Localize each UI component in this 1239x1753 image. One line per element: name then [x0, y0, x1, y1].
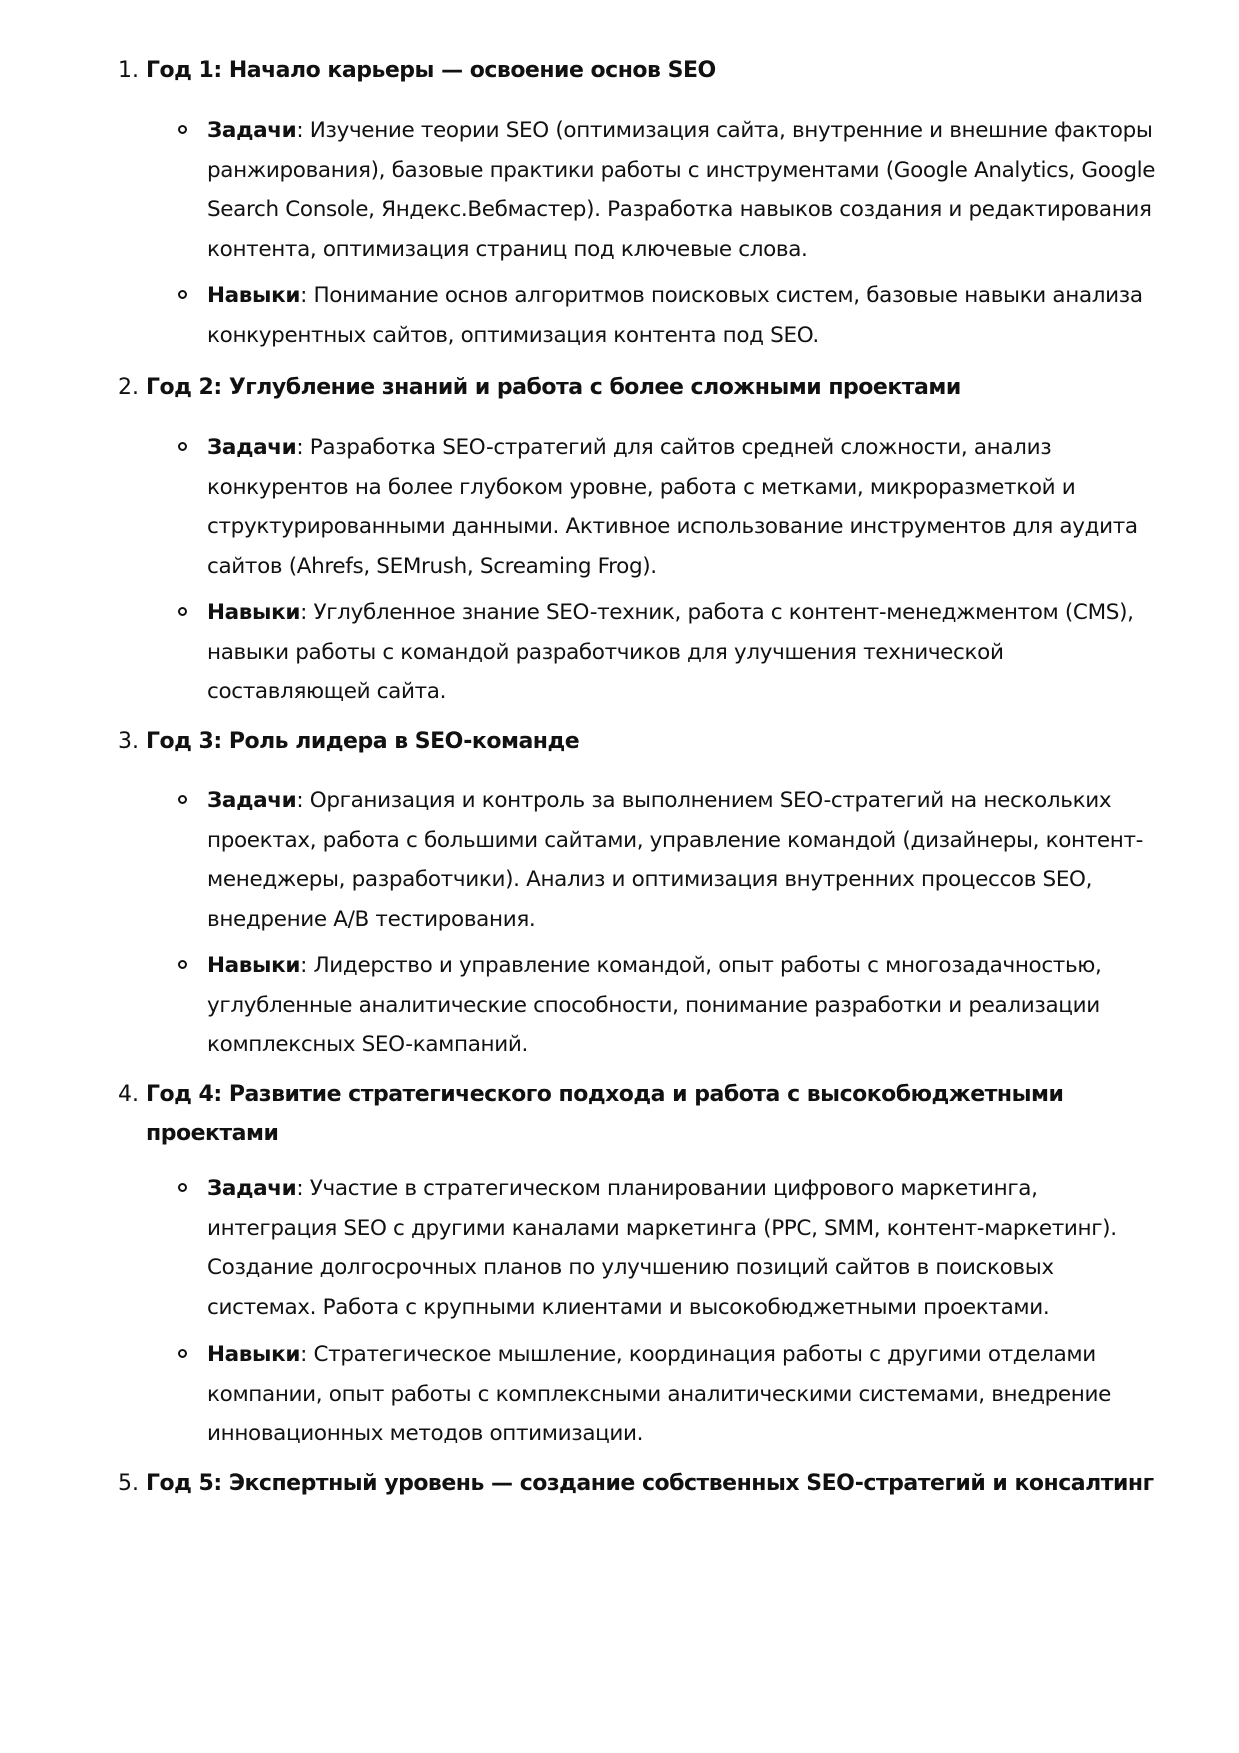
- tasks-text: : Организация и контроль за выполнением SEO-стратегий на нескольких проектах, работа с большими сайтами, управление командой (дизайнеры, контент-менеджеры, разработчики). Анализ и оптимизация внутренних процессов SEO, внедрение A/B тестирования.: [207, 788, 1144, 932]
- list-number: 5.: [118, 1471, 139, 1496]
- circle-bullet-icon: [178, 607, 187, 616]
- skills-label: Навыки: [207, 1342, 301, 1367]
- circle-bullet-icon: [178, 960, 187, 969]
- circle-bullet-icon: [178, 442, 187, 451]
- skills-text: : Понимание основ алгоритмов поисковых систем, базовые навыки анализа конкурентных сайтов, оптимизация контента под SEO.: [207, 283, 1143, 348]
- year-5-heading: [118, 1464, 1158, 1503]
- tasks-label: Задачи: [207, 435, 297, 460]
- year-1-skills-item: [178, 276, 1158, 355]
- list-item-text: [207, 428, 1158, 586]
- year-2-tasks-item: [178, 428, 1158, 586]
- list-item-text: [207, 946, 1158, 1065]
- skills-text: : Стратегическое мышление, координация работы с другими отделами компании, опыт работы с комплексными аналитическими системами, внедрение инновационных методов оптимизации.: [207, 1342, 1112, 1446]
- year-4-heading: [118, 1075, 1158, 1153]
- list-number: 3.: [118, 729, 139, 754]
- circle-bullet-icon: [178, 1349, 187, 1358]
- circle-bullet-icon: [178, 1183, 187, 1192]
- year-title: Год 2: Углубление знаний и работа с более сложными проектами: [146, 375, 961, 400]
- tasks-label: Задачи: [207, 788, 297, 813]
- list-item-text: [207, 276, 1158, 355]
- list-item-text: [207, 1169, 1158, 1327]
- year-2-skills-item: [178, 593, 1158, 712]
- list-item-text: [207, 1335, 1158, 1454]
- year-title: Год 5: Экспертный уровень — создание собственных SEO-стратегий и консалтинг: [146, 1471, 1154, 1496]
- year-1-tasks-item: [178, 111, 1158, 269]
- year-3-skills-item: [178, 946, 1158, 1065]
- list-number: 2.: [118, 375, 139, 400]
- skills-text: : Лидерство и управление командой, опыт работы с многозадачностью, углубленные аналитические способности, понимание разработки и реализации комплексных SEO-кампаний.: [207, 953, 1102, 1057]
- list-number: 1.: [118, 58, 139, 83]
- year-title: Год 3: Роль лидера в SEO-команде: [146, 729, 580, 754]
- skills-label: Навыки: [207, 283, 301, 308]
- list-number: 4.: [118, 1082, 139, 1107]
- year-title: Год 4: Развитие стратегического подхода и работа с высокобюджетными проектами: [146, 1082, 1064, 1146]
- year-1-heading: [118, 51, 1158, 90]
- skills-label: Навыки: [207, 953, 301, 978]
- circle-bullet-icon: [178, 290, 187, 299]
- tasks-text: : Разработка SEO-стратегий для сайтов средней сложности, анализ конкурентов на более глубоком уровне, работа с метками, микроразметкой и структурированными данными. Активное использование инструментов для аудита сайтов (Ahrefs, SEMrush, Screaming Frog).: [207, 435, 1138, 579]
- circle-bullet-icon: [178, 125, 187, 134]
- tasks-text: : Участие в стратегическом планировании цифрового маркетинга, интеграция SEO с другими каналами маркетинга (PPC, SMM, контент-маркетинг). Создание долгосрочных планов по улучшению позиций сайтов в поисковых системах. Работа с крупными клиентами и высокобюджетными проектами.: [207, 1176, 1117, 1320]
- skills-text: : Углубленное знание SEO-техник, работа с контент-менеджментом (CMS), навыки работы с командой разработчиков для улучшения технической составляющей сайта.: [207, 600, 1134, 704]
- year-3-heading: [118, 722, 1158, 761]
- list-item-text: [207, 593, 1158, 712]
- list-item-text: [207, 781, 1158, 939]
- year-4-skills-item: [178, 1335, 1158, 1454]
- tasks-label: Задачи: [207, 118, 297, 143]
- circle-bullet-icon: [178, 795, 187, 804]
- tasks-text: : Изучение теории SEO (оптимизация сайта, внутренние и внешние факторы ранжирования), базовые практики работы с инструментами (Google Analytics, Google Search Console, Яндекс.Вебмастер). Разработка навыков создания и редактирования контента, оптимизация страниц под ключевые слова.: [207, 118, 1156, 262]
- list-item-text: [207, 111, 1158, 269]
- year-3-tasks-item: [178, 781, 1158, 939]
- tasks-label: Задачи: [207, 1176, 297, 1201]
- year-4-tasks-item: [178, 1169, 1158, 1327]
- skills-label: Навыки: [207, 600, 301, 625]
- year-title: Год 1: Начало карьеры — освоение основ SEO: [146, 58, 716, 83]
- year-2-heading: [118, 368, 1158, 407]
